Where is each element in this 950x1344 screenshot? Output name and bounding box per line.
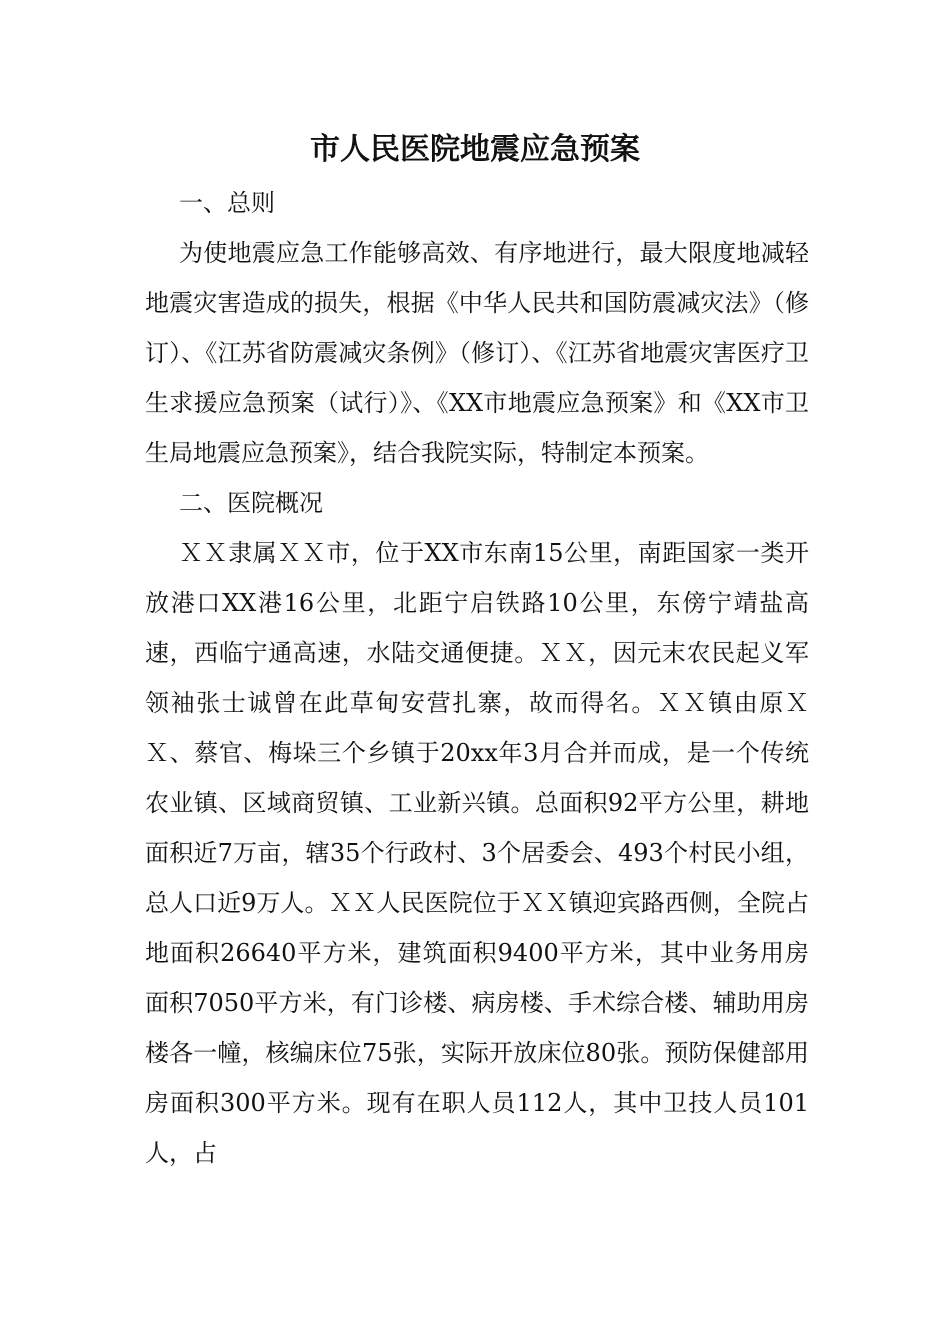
section-heading-general: 一、总则	[179, 189, 275, 217]
section-paragraph-hospital-overview: ＸＸ隶属ＸＸ市，位于XX市东南15公里，南距国家一类开放港口XX港16公里，北距宁启铁路10公里，东傍宁靖盐高速，西临宁通高速，水陆交通便捷。ＸＸ，因元末农民起义军领袖张士诚曾在此草甸安营扎寨，故而得名。ＸＸ镇由原ＸＸ、蔡官、梅垛三个乡镇于20xx年3月合并而成，是一个传统农业镇、区域商贸镇、工业新兴镇。总面积92平方公里，耕地面积近7万亩，辖35个行政村、3个居委会、493个村民小组，总人口近9万人。ＸＸ人民医院位于ＸＸ镇迎宾路西侧，全院占地面积26640平方米，建筑面积9400平方米，其中业务用房面积7050平方米，有门诊楼、病房楼、手术综合楼、辅助用房楼各一幢，核编床位75张，实际开放床位80张。预防保健部用房面积300平方米。现有在职人员112人，其中卫技人员101人，占	[145, 539, 809, 1167]
section-heading-hospital-overview: 二、医院概况	[179, 489, 323, 517]
document-title: 市人民医院地震应急预案	[310, 132, 640, 167]
document-body	[145, 178, 809, 1178]
section-paragraph-general: 为使地震应急工作能够高效、有序地进行，最大限度地减轻地震灾害造成的损失，根据《中华人民共和国防震减灾法》（修订）、《江苏省防震减灾条例》（修订）、《江苏省地震灾害医疗卫生求援应急预案（试行）》、《XX市地震应急预案》和《XX市卫生局地震应急预案》，结合我院实际，特制定本预案。	[145, 239, 809, 467]
